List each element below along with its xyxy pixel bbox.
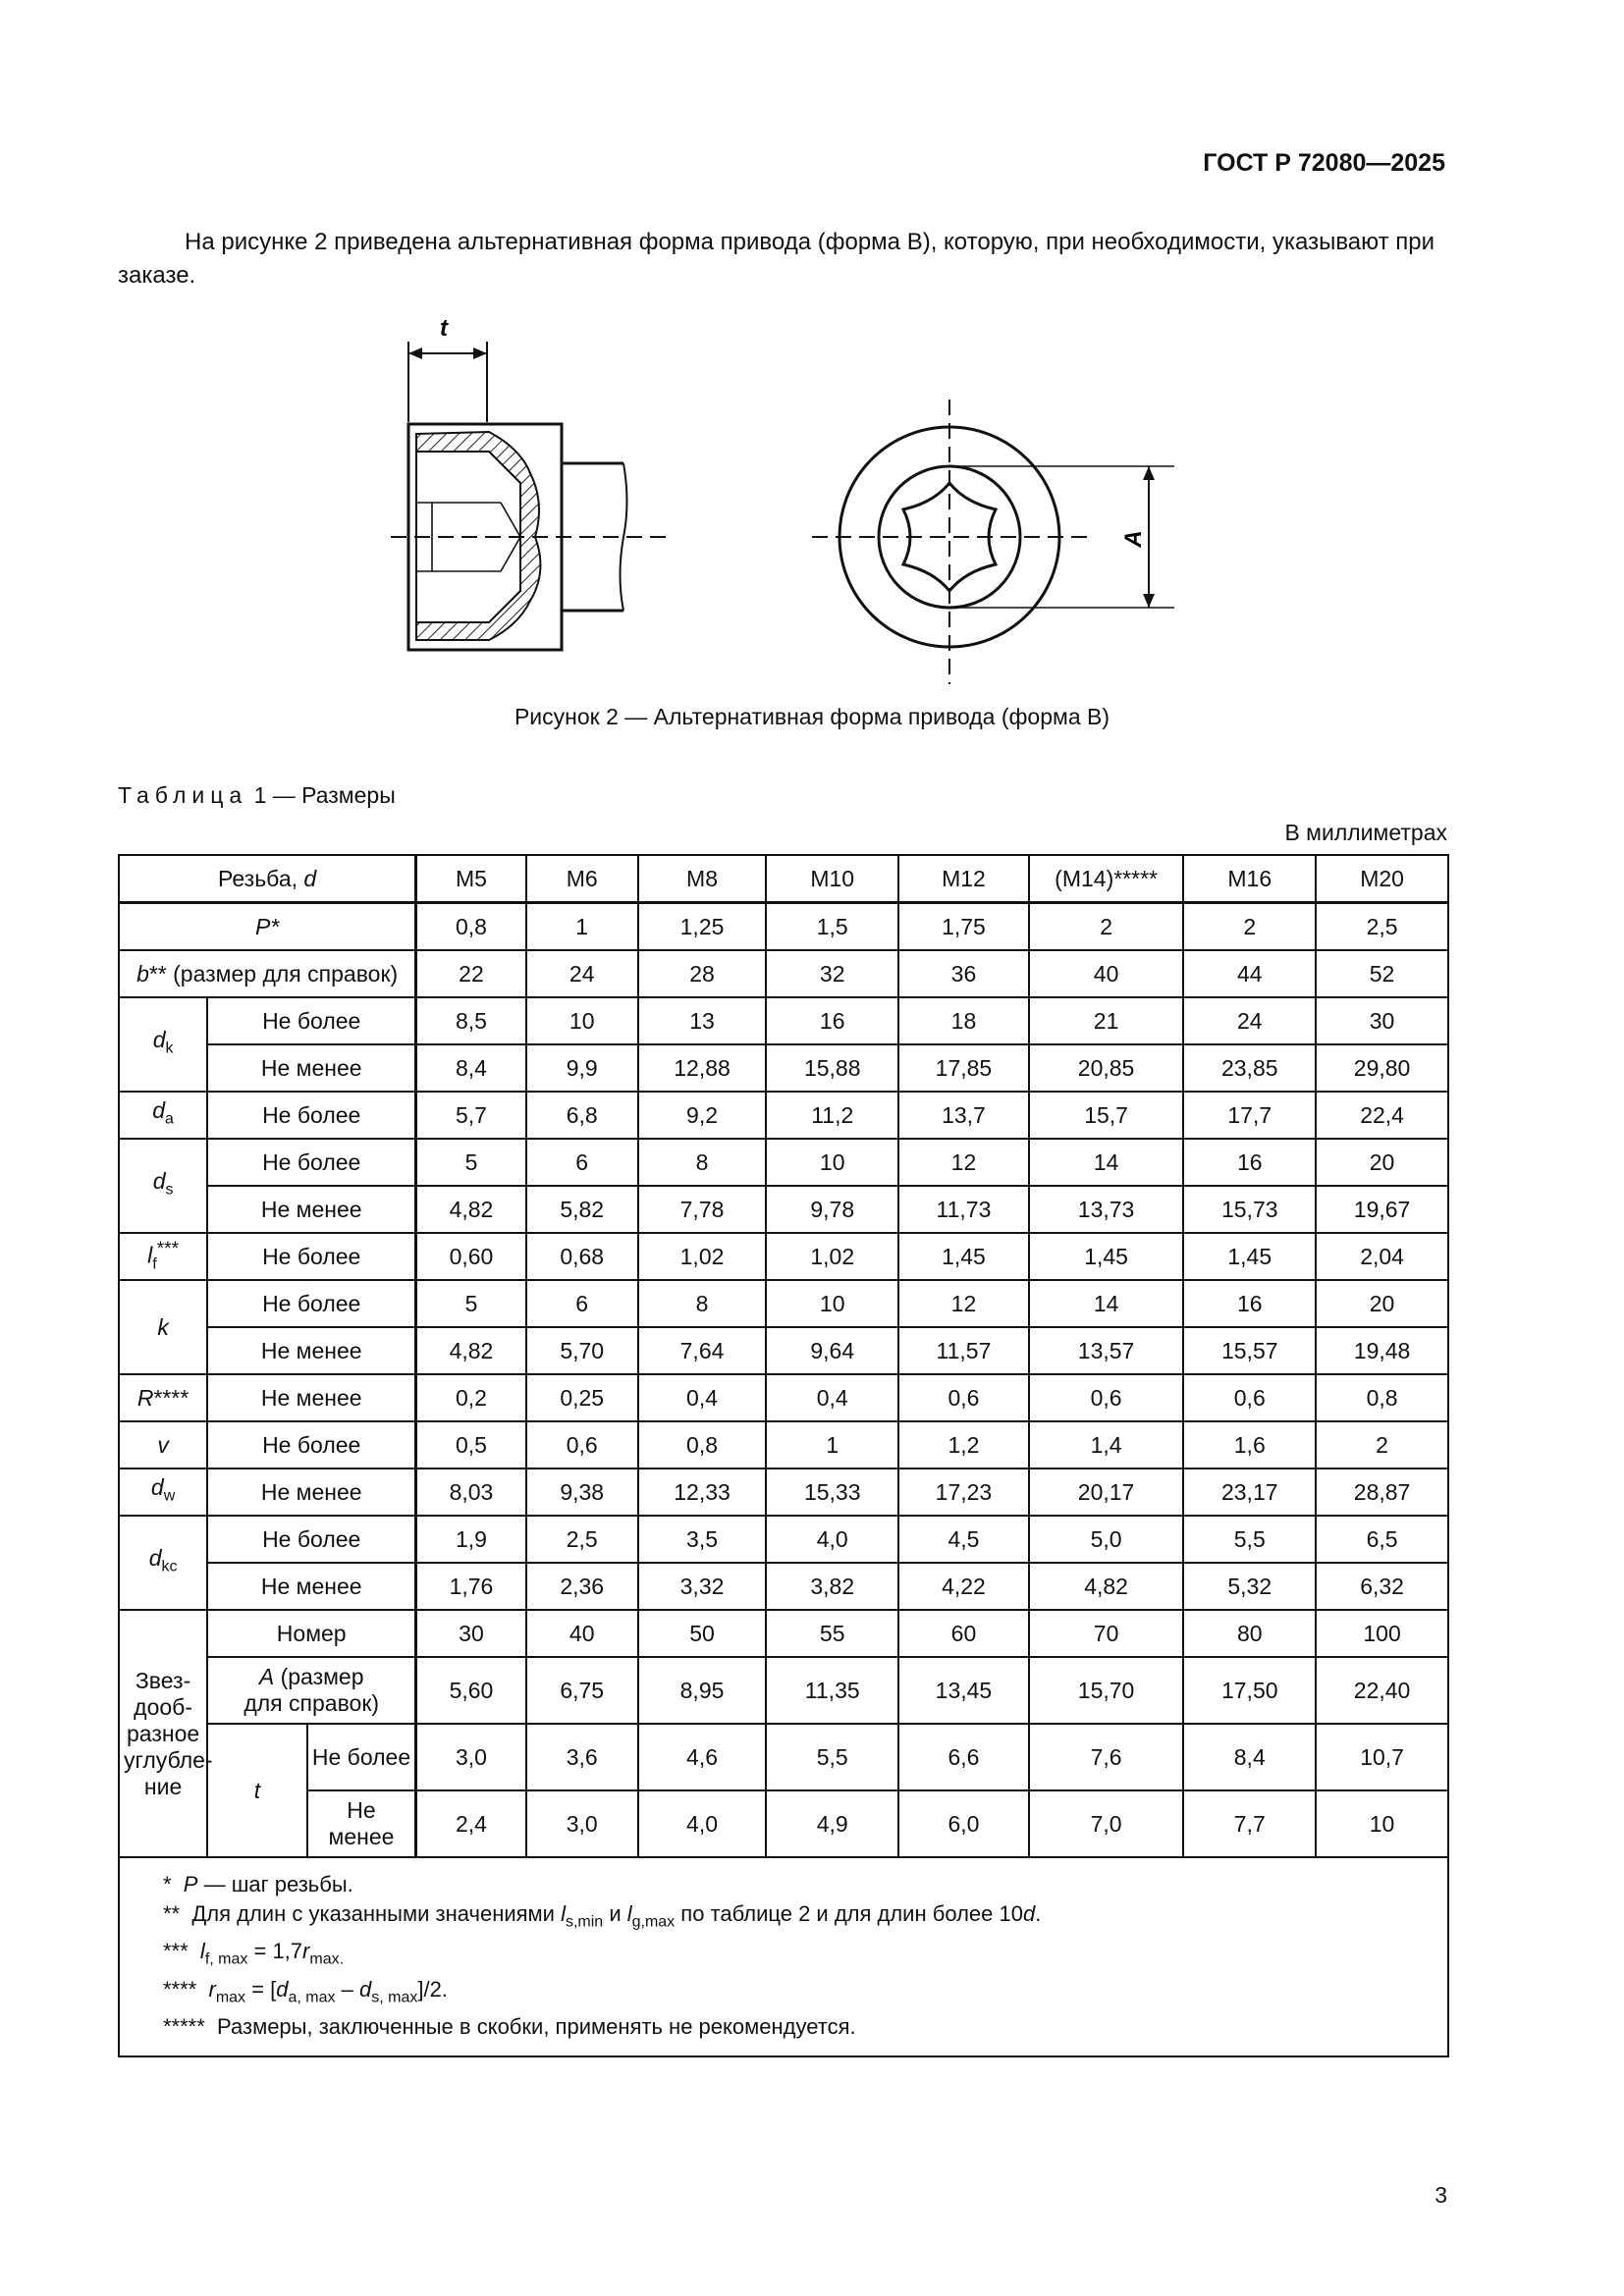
table-cell: 1,6 xyxy=(1183,1421,1316,1468)
table-cell: 17,85 xyxy=(898,1044,1029,1092)
table-row-v xyxy=(119,1421,1448,1468)
row-qualifier: Не менее xyxy=(207,1374,416,1421)
table-cell: 9,78 xyxy=(766,1186,898,1233)
table-header-row xyxy=(119,855,1448,903)
symbol-subscript: kc xyxy=(161,1558,178,1575)
symbol-subscript: s,min xyxy=(565,1913,604,1931)
figure-drive-form-b xyxy=(373,306,1178,699)
table-cell: 32 xyxy=(766,950,898,997)
table-cell: 19,48 xyxy=(1316,1327,1448,1374)
table-cell: 28,87 xyxy=(1316,1468,1448,1516)
row-qualifier: Не менее xyxy=(207,1563,416,1610)
table-row-k-min xyxy=(119,1327,1448,1374)
table-cell: 20 xyxy=(1316,1139,1448,1186)
table-cell: 40 xyxy=(526,1610,638,1657)
table-cell: 8 xyxy=(638,1280,767,1327)
table-cell: 50 xyxy=(638,1610,767,1657)
footnote-text: ]/2. xyxy=(417,1976,448,2002)
table-cell: 10 xyxy=(766,1280,898,1327)
table-cell: 22,4 xyxy=(1316,1092,1448,1139)
table-row-ds-min xyxy=(119,1186,1448,1233)
table-cell: 1,76 xyxy=(416,1563,526,1610)
table-cell: 10,7 xyxy=(1316,1724,1448,1790)
table-cell: 19,67 xyxy=(1316,1186,1448,1233)
table-cell: 2 xyxy=(1029,903,1184,951)
dim-t-label: t xyxy=(440,315,448,342)
dimensions-table xyxy=(118,854,1449,2057)
table-cell: 0,60 xyxy=(416,1233,526,1280)
table-cell: 7,6 xyxy=(1029,1724,1184,1790)
footnote-4 xyxy=(163,1975,1430,2012)
document-code: ГОСТ Р 72080—2025 xyxy=(1203,149,1445,177)
table-cell: 30 xyxy=(416,1610,526,1657)
row-symbol xyxy=(207,1724,307,1857)
table-cell: 3,5 xyxy=(638,1516,767,1563)
table-cell: 0,6 xyxy=(898,1374,1029,1421)
table-cell: 1,2 xyxy=(898,1421,1029,1468)
row-qualifier: Не более xyxy=(207,1421,416,1468)
header-cell: M6 xyxy=(526,855,638,903)
symbol-subscript: a, max xyxy=(288,1989,336,2006)
table-cell: 5,32 xyxy=(1183,1563,1316,1610)
table-cell: 12 xyxy=(898,1139,1029,1186)
table-cell: 1,75 xyxy=(898,903,1029,951)
symbol: P* xyxy=(254,913,280,939)
qualifier-text: для справок) xyxy=(244,1690,380,1716)
table-footnotes-row xyxy=(119,1857,1448,2056)
table-cell: 2 xyxy=(1316,1421,1448,1468)
table-cell: 8,5 xyxy=(416,997,526,1044)
symbol: r xyxy=(208,1976,216,2002)
table-cell: 21 xyxy=(1029,997,1184,1044)
table-cell: 15,33 xyxy=(766,1468,898,1516)
symbol: d xyxy=(276,1976,289,2002)
header-cell: (M14)***** xyxy=(1029,855,1184,903)
table-cell: 0,2 xyxy=(416,1374,526,1421)
table-cell: 24 xyxy=(1183,997,1316,1044)
table-cell: 4,82 xyxy=(416,1186,526,1233)
symbol: d xyxy=(358,1976,372,2002)
symbol: l xyxy=(147,1242,153,1268)
row-qualifier: Не более xyxy=(207,1233,416,1280)
table-cell: 11,57 xyxy=(898,1327,1029,1374)
symbol-subscript: k xyxy=(165,1040,174,1057)
row-qualifier: Не более xyxy=(207,1516,416,1563)
table-cell: 15,88 xyxy=(766,1044,898,1092)
symbol-subscript: f, max xyxy=(204,1950,248,1968)
footnote-1 xyxy=(163,1870,1430,1899)
table-cell: 10 xyxy=(1316,1790,1448,1857)
table-row-dw xyxy=(119,1468,1448,1516)
table-cell: 8,03 xyxy=(416,1468,526,1516)
table-cell: 7,78 xyxy=(638,1186,767,1233)
table-cell: 7,0 xyxy=(1029,1790,1184,1857)
table-cell: 15,7 xyxy=(1029,1092,1184,1139)
table-cell: 14 xyxy=(1029,1139,1184,1186)
table-cell: 52 xyxy=(1316,950,1448,997)
table-row-star-t-max xyxy=(119,1724,1448,1790)
table-cell: 44 xyxy=(1183,950,1316,997)
table-cell: 4,82 xyxy=(416,1327,526,1374)
symbol-subscript: a xyxy=(165,1110,174,1128)
table-cell: 6,5 xyxy=(1316,1516,1448,1563)
table-cell: 0,8 xyxy=(1316,1374,1448,1421)
header-label-var: d xyxy=(303,865,317,891)
table-cell: 2,4 xyxy=(416,1790,526,1857)
footnote-text: = [ xyxy=(245,1976,277,2002)
table-cell: 6,0 xyxy=(898,1790,1029,1857)
table-cell: 20 xyxy=(1316,1280,1448,1327)
row-label-rest: ** (размер для справок) xyxy=(148,960,399,987)
table-cell: 18 xyxy=(898,997,1029,1044)
row-qualifier: Номер xyxy=(207,1610,416,1657)
symbol: t xyxy=(253,1777,261,1803)
row-symbol xyxy=(119,1516,207,1610)
footnote-text: = 1,7 xyxy=(247,1939,303,1964)
table-cell: 8,95 xyxy=(638,1657,767,1724)
row-symbol xyxy=(119,1468,207,1516)
table-cell: 70 xyxy=(1029,1610,1184,1657)
table-cell: 0,25 xyxy=(526,1374,638,1421)
table-cell: 17,7 xyxy=(1183,1092,1316,1139)
table-row-p xyxy=(119,903,1448,951)
header-cell: M10 xyxy=(766,855,898,903)
table-cell: 1,25 xyxy=(638,903,767,951)
qualifier-text: (размер xyxy=(274,1664,364,1689)
row-qualifier: Не менее xyxy=(207,1186,416,1233)
symbol: d xyxy=(152,1027,166,1053)
table-cell: 6,8 xyxy=(526,1092,638,1139)
header-cell: M16 xyxy=(1183,855,1316,903)
header-label-cell xyxy=(119,855,416,903)
footnote-text: Для длин с указанными значениями xyxy=(191,1901,562,1926)
table-cell: 16 xyxy=(1183,1280,1316,1327)
table-cell: 20,17 xyxy=(1029,1468,1184,1516)
table-cell: 0,5 xyxy=(416,1421,526,1468)
table-cell: 11,2 xyxy=(766,1092,898,1139)
footnote-mark: ** xyxy=(163,1901,181,1926)
table-cell: 1,02 xyxy=(638,1233,767,1280)
table-cell: 2,04 xyxy=(1316,1233,1448,1280)
table-cell: 1,45 xyxy=(898,1233,1029,1280)
table-cell: 2,36 xyxy=(526,1563,638,1610)
row-qualifier: Не более xyxy=(207,1092,416,1139)
table-cell: 30 xyxy=(1316,997,1448,1044)
footnote-mark: * xyxy=(163,1872,172,1896)
table-title-rest: 1 — Размеры xyxy=(253,782,396,808)
table-cell: 4,0 xyxy=(766,1516,898,1563)
table-cell: 55 xyxy=(766,1610,898,1657)
table-cell: 11,35 xyxy=(766,1657,898,1724)
table-cell: 0,6 xyxy=(526,1421,638,1468)
table-cell: 13,73 xyxy=(1029,1186,1184,1233)
table-cell: 6,75 xyxy=(526,1657,638,1724)
table-cell: 12 xyxy=(898,1280,1029,1327)
row-symbol xyxy=(119,1139,207,1233)
header-label-prefix: Резьба, xyxy=(218,865,298,891)
table-cell: 0,4 xyxy=(638,1374,767,1421)
table-cell: 4,9 xyxy=(766,1790,898,1857)
footnote-2 xyxy=(163,1899,1430,1937)
table-cell: 8,4 xyxy=(416,1044,526,1092)
label-line: углубле- xyxy=(124,1746,213,1773)
table-cell: 3,0 xyxy=(526,1790,638,1857)
symbol-subscript: max. xyxy=(309,1950,345,1968)
table-cell: 5,82 xyxy=(526,1186,638,1233)
table-cell: 23,85 xyxy=(1183,1044,1316,1092)
symbol-subscript: s xyxy=(165,1181,174,1199)
symbol-subscript: g,max xyxy=(631,1913,676,1931)
table-row-dkc-min xyxy=(119,1563,1448,1610)
table-cell: 5,60 xyxy=(416,1657,526,1724)
row-qualifier: Не более xyxy=(307,1724,416,1790)
row-symbol xyxy=(119,997,207,1092)
table-cell: 1 xyxy=(766,1421,898,1468)
symbol-subscript: s, max xyxy=(371,1989,418,2006)
table-cell: 9,38 xyxy=(526,1468,638,1516)
table-cell: 1,45 xyxy=(1183,1233,1316,1280)
table-cell: 22 xyxy=(416,950,526,997)
footnote-mark: ***** xyxy=(163,2014,205,2040)
footnote-text: – xyxy=(335,1976,359,2002)
symbol: l xyxy=(626,1901,632,1926)
row-label xyxy=(119,950,416,997)
star-recess-label xyxy=(119,1610,213,1857)
table-cell: 0,6 xyxy=(1183,1374,1316,1421)
symbol: A xyxy=(258,1664,275,1689)
table-row-lf xyxy=(119,1233,1448,1280)
table-cell: 0,4 xyxy=(766,1374,898,1421)
label-line: Звез- xyxy=(135,1667,191,1693)
footnote-text: . xyxy=(1035,1901,1042,1926)
table-row-ds-max xyxy=(119,1139,1448,1186)
footnote-mark: **** xyxy=(163,1976,197,2002)
table-cell: 10 xyxy=(526,997,638,1044)
row-qualifier: Не менее xyxy=(207,1468,416,1516)
table-cell: 36 xyxy=(898,950,1029,997)
table-cell: 16 xyxy=(766,997,898,1044)
table-cell: 80 xyxy=(1183,1610,1316,1657)
table-cell: 40 xyxy=(1029,950,1184,997)
symbol: d xyxy=(150,1474,164,1501)
table-cell: 2,5 xyxy=(526,1516,638,1563)
footnote-3 xyxy=(163,1937,1430,1974)
symbol: l xyxy=(199,1939,205,1964)
table-cell: 13,45 xyxy=(898,1657,1029,1724)
table-footnotes xyxy=(119,1857,1448,2056)
row-symbol xyxy=(119,1374,207,1421)
header-cell: M5 xyxy=(416,855,526,903)
table-row-star-number xyxy=(119,1610,1448,1657)
symbol: b xyxy=(136,960,149,987)
table-cell: 5,7 xyxy=(416,1092,526,1139)
table-cell: 29,80 xyxy=(1316,1044,1448,1092)
table-cell: 5 xyxy=(416,1280,526,1327)
symbol: d xyxy=(1022,1901,1036,1926)
symbol: R xyxy=(136,1384,154,1411)
table-cell: 6,32 xyxy=(1316,1563,1448,1610)
table-cell: 2,5 xyxy=(1316,903,1448,951)
table-cell: 24 xyxy=(526,950,638,997)
table-cell: 4,5 xyxy=(898,1516,1029,1563)
symbol: d xyxy=(152,1097,166,1124)
footnote-5 xyxy=(163,2012,1430,2042)
table-row-dkc-max xyxy=(119,1516,1448,1563)
table-cell: 20,85 xyxy=(1029,1044,1184,1092)
row-symbol xyxy=(119,1092,207,1139)
table-cell: 6,6 xyxy=(898,1724,1029,1790)
intro-paragraph: На рисунке 2 приведена альтернативная форма привода (форма В), которую, при необходимости, указывают при заказе. xyxy=(118,229,1435,289)
table-cell: 5,70 xyxy=(526,1327,638,1374)
table-cell: 3,32 xyxy=(638,1563,767,1610)
table-cell: 11,73 xyxy=(898,1186,1029,1233)
row-qualifier: Не более xyxy=(207,997,416,1044)
table-cell: 0,68 xyxy=(526,1233,638,1280)
table-cell: 1 xyxy=(526,903,638,951)
header-cell: M20 xyxy=(1316,855,1448,903)
table-row-star-a xyxy=(119,1657,1448,1724)
symbol: P xyxy=(183,1872,198,1896)
table-cell: 13,57 xyxy=(1029,1327,1184,1374)
table-row-dk-max xyxy=(119,997,1448,1044)
dim-a-label: A xyxy=(1120,530,1147,548)
row-qualifier: Не более xyxy=(207,1280,416,1327)
table-cell: 9,2 xyxy=(638,1092,767,1139)
page-number: 3 xyxy=(1435,2182,1447,2208)
table-cell: 4,82 xyxy=(1029,1563,1184,1610)
table-cell: 10 xyxy=(766,1139,898,1186)
table-cell: 3,82 xyxy=(766,1563,898,1610)
table-cell: 28 xyxy=(638,950,767,997)
table-cell: 6 xyxy=(526,1280,638,1327)
symbol: k xyxy=(157,1313,169,1340)
symbol: d xyxy=(148,1545,162,1572)
table-cell: 15,57 xyxy=(1183,1327,1316,1374)
table-cell: 8 xyxy=(638,1139,767,1186)
table-cell: 0,8 xyxy=(638,1421,767,1468)
table-cell: 1,5 xyxy=(766,903,898,951)
figure-caption: Рисунок 2 — Альтернативная форма привода (форма В) xyxy=(514,704,1110,729)
table-cell: 1,45 xyxy=(1029,1233,1184,1280)
symbol-subscript: max xyxy=(215,1989,246,2006)
table-cell: 8,4 xyxy=(1183,1724,1316,1790)
table-cell: 22,40 xyxy=(1316,1657,1448,1724)
row-symbol xyxy=(119,1233,207,1280)
table-cell: 6 xyxy=(526,1139,638,1186)
row-qualifier xyxy=(207,1657,416,1724)
row-qualifier: Не менее xyxy=(207,1044,416,1092)
table-cell: 23,17 xyxy=(1183,1468,1316,1516)
table-cell: 5,5 xyxy=(1183,1516,1316,1563)
header-cell: M8 xyxy=(638,855,767,903)
symbol: r xyxy=(302,1939,310,1964)
table-cell: 15,73 xyxy=(1183,1186,1316,1233)
table-cell: 9,9 xyxy=(526,1044,638,1092)
table-cell: 16 xyxy=(1183,1139,1316,1186)
table-cell: 15,70 xyxy=(1029,1657,1184,1724)
table-cell: 17,23 xyxy=(898,1468,1029,1516)
table-cell: 1,02 xyxy=(766,1233,898,1280)
label-line: разное xyxy=(127,1720,200,1746)
table-units: В миллиметрах xyxy=(1284,820,1447,845)
footnote-mark: *** xyxy=(163,1939,189,1964)
table-row-dk-min xyxy=(119,1044,1448,1092)
footnote-text: Размеры, заключенные в скобки, применять не рекомендуется. xyxy=(217,2014,856,2040)
table-row-r xyxy=(119,1374,1448,1421)
table-cell: 3,6 xyxy=(526,1724,638,1790)
table-cell: 17,50 xyxy=(1183,1657,1316,1724)
symbol: v xyxy=(157,1431,169,1458)
header-cell: M12 xyxy=(898,855,1029,903)
row-qualifier: Не менее xyxy=(207,1327,416,1374)
table-cell: 5,5 xyxy=(766,1724,898,1790)
symbol-note: **** xyxy=(153,1384,189,1411)
symbol: d xyxy=(152,1168,166,1195)
footnote-text: и xyxy=(603,1901,627,1926)
label-line: ние xyxy=(143,1773,183,1799)
table-cell: 13 xyxy=(638,997,767,1044)
table-cell: 4,6 xyxy=(638,1724,767,1790)
table-title-word: Таблица xyxy=(118,782,248,808)
row-symbol xyxy=(119,1421,207,1468)
footnote-text: — шаг резьбы. xyxy=(197,1872,353,1896)
row-symbol xyxy=(119,1280,207,1374)
table-cell: 0,6 xyxy=(1029,1374,1184,1421)
table-cell: 2 xyxy=(1183,903,1316,951)
table-cell: 5 xyxy=(416,1139,526,1186)
table-cell: 4,22 xyxy=(898,1563,1029,1610)
symbol: l xyxy=(561,1901,566,1926)
table-row-b xyxy=(119,950,1448,997)
symbol-subscript: w xyxy=(163,1487,176,1505)
table-cell: 13,7 xyxy=(898,1092,1029,1139)
label-line: дооб- xyxy=(134,1693,192,1720)
table-cell: 1,4 xyxy=(1029,1421,1184,1468)
table-row-star-t-min xyxy=(119,1790,1448,1857)
row-label xyxy=(119,903,416,951)
table-cell: 7,7 xyxy=(1183,1790,1316,1857)
table-cell: 7,64 xyxy=(638,1327,767,1374)
table-cell: 1,9 xyxy=(416,1516,526,1563)
table-cell: 3,0 xyxy=(416,1724,526,1790)
table-cell: 60 xyxy=(898,1610,1029,1657)
symbol-subscript: f xyxy=(152,1255,157,1273)
table-title xyxy=(118,782,396,809)
table-cell: 0,8 xyxy=(416,903,526,951)
symbol-superscript: *** xyxy=(156,1238,180,1259)
table-cell: 100 xyxy=(1316,1610,1448,1657)
table-cell: 12,88 xyxy=(638,1044,767,1092)
table-row-k-max xyxy=(119,1280,1448,1327)
table-cell: 12,33 xyxy=(638,1468,767,1516)
row-qualifier: Не более xyxy=(207,1139,416,1186)
table-cell: 9,64 xyxy=(766,1327,898,1374)
table-row-da xyxy=(119,1092,1448,1139)
table-cell: 4,0 xyxy=(638,1790,767,1857)
footnote-text: по таблице 2 и для длин более 10 xyxy=(675,1901,1023,1926)
table-cell: 5,0 xyxy=(1029,1516,1184,1563)
table-cell: 14 xyxy=(1029,1280,1184,1327)
side-view-drawing xyxy=(391,342,668,650)
row-qualifier: Не менее xyxy=(307,1790,416,1857)
